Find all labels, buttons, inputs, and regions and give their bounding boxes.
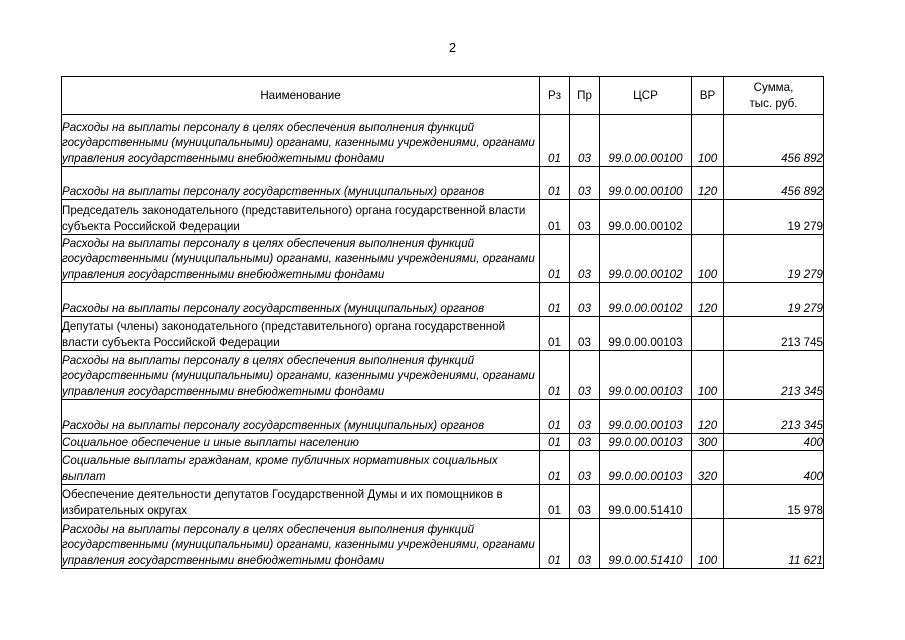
- row-csr: 99.0.00.00103: [600, 351, 692, 400]
- row-vr: 120: [692, 283, 724, 317]
- row-csr: 99.0.00.00102: [600, 235, 692, 283]
- row-sum: 400: [724, 451, 824, 485]
- row-name: Расходы на выплаты персоналу государственных (муниципальных) органов: [62, 283, 540, 317]
- row-pr: 03: [570, 235, 600, 283]
- row-rz: 01: [540, 434, 570, 451]
- row-name: Расходы на выплаты персоналу в целях обеспечения выполнения функций государственными (муниципальными) органами, казенными учреждениями, органами управления государственными внебюджетными фондами: [62, 519, 540, 569]
- row-vr: 100: [692, 115, 724, 167]
- header-csr: ЦСР: [600, 77, 692, 115]
- table-row: [62, 115, 824, 167]
- page-number: 2: [448, 40, 457, 55]
- row-sum: 15 978: [724, 485, 824, 519]
- table-row: [62, 485, 824, 519]
- table-header-row: [62, 77, 824, 115]
- row-csr: 99.0.00.51410: [600, 485, 692, 519]
- row-vr: 100: [692, 235, 724, 283]
- budget-table: [61, 76, 824, 569]
- row-csr: 99.0.00.00103: [600, 400, 692, 434]
- row-name: Председатель законодательного (представительного) органа государственной власти субъекта Российской Федерации: [62, 200, 540, 235]
- row-pr: 03: [570, 200, 600, 235]
- row-name: Расходы на выплаты персоналу государственных (муниципальных) органов: [62, 167, 540, 200]
- row-vr: 100: [692, 351, 724, 400]
- table-row: [62, 351, 824, 400]
- row-pr: 03: [570, 115, 600, 167]
- row-name: Социальное обеспечение и иные выплаты населению: [62, 434, 540, 451]
- row-name: Депутаты (члены) законодательного (представительного) органа государственной власти субъекта Российской Федерации: [62, 317, 540, 351]
- header-pr: Пр: [570, 77, 600, 115]
- row-csr: 99.0.00.00103: [600, 451, 692, 485]
- header-rz: Рз: [540, 77, 570, 115]
- row-name: Обеспечение деятельности депутатов Государственной Думы и их помощников в избирательных округах: [62, 485, 540, 519]
- row-vr: 120: [692, 400, 724, 434]
- table-row: [62, 200, 824, 235]
- row-rz: 01: [540, 400, 570, 434]
- row-sum: 19 279: [724, 200, 824, 235]
- row-vr: 320: [692, 451, 724, 485]
- row-vr: 300: [692, 434, 724, 451]
- row-vr: [692, 317, 724, 351]
- row-rz: 01: [540, 351, 570, 400]
- table-row: [62, 451, 824, 485]
- row-csr: 99.0.00.51410: [600, 519, 692, 569]
- row-name: Расходы на выплаты персоналу в целях обеспечения выполнения функций государственными (муниципальными) органами, казенными учреждениями, органами управления государственными внебюджетными фондами: [62, 235, 540, 283]
- row-sum: 213 745: [724, 317, 824, 351]
- row-sum: 400: [724, 434, 824, 451]
- row-pr: 03: [570, 519, 600, 569]
- row-pr: 03: [570, 283, 600, 317]
- table-row: [62, 235, 824, 283]
- row-pr: 03: [570, 317, 600, 351]
- row-sum: 19 279: [724, 283, 824, 317]
- row-csr: 99.0.00.00102: [600, 283, 692, 317]
- row-rz: 01: [540, 485, 570, 519]
- row-rz: 01: [540, 200, 570, 235]
- row-csr: 99.0.00.00103: [600, 434, 692, 451]
- row-name: Расходы на выплаты персоналу в целях обеспечения выполнения функций государственными (муниципальными) органами, казенными учреждениями, органами управления государственными внебюджетными фондами: [62, 115, 540, 167]
- row-vr: [692, 485, 724, 519]
- row-sum: 19 279: [724, 235, 824, 283]
- row-sum: 213 345: [724, 351, 824, 400]
- header-sum-line2: тыс. руб.: [749, 96, 798, 110]
- row-sum: 456 892: [724, 115, 824, 167]
- table-row: [62, 434, 824, 451]
- row-vr: [692, 200, 724, 235]
- header-sum: [724, 77, 824, 115]
- row-pr: 03: [570, 351, 600, 400]
- row-sum: 213 345: [724, 400, 824, 434]
- row-csr: 99.0.00.00102: [600, 200, 692, 235]
- row-vr: 120: [692, 167, 724, 200]
- row-rz: 01: [540, 317, 570, 351]
- row-pr: 03: [570, 400, 600, 434]
- row-rz: 01: [540, 115, 570, 167]
- row-name: Расходы на выплаты персоналу в целях обеспечения выполнения функций государственными (муниципальными) органами, казенными учреждениями, органами управления государственными внебюджетными фондами: [62, 351, 540, 400]
- header-sum-line1: Сумма,: [753, 81, 794, 94]
- row-pr: 03: [570, 485, 600, 519]
- row-pr: 03: [570, 167, 600, 200]
- row-rz: 01: [540, 519, 570, 569]
- row-pr: 03: [570, 451, 600, 485]
- table-row: [62, 317, 824, 351]
- row-rz: 01: [540, 167, 570, 200]
- row-csr: 99.0.00.00103: [600, 317, 692, 351]
- row-rz: 01: [540, 451, 570, 485]
- header-name: Наименование: [62, 77, 540, 115]
- row-sum: 11 621: [724, 519, 824, 569]
- row-sum: 456 892: [724, 167, 824, 200]
- row-pr: 03: [570, 434, 600, 451]
- row-name: Расходы на выплаты персоналу государственных (муниципальных) органов: [62, 400, 540, 434]
- header-vr: ВР: [692, 77, 724, 115]
- table-row: [62, 283, 824, 317]
- table-row: [62, 167, 824, 200]
- row-vr: 100: [692, 519, 724, 569]
- table-row: [62, 519, 824, 569]
- row-name: Социальные выплаты гражданам, кроме публичных нормативных социальных выплат: [62, 451, 540, 485]
- row-csr: 99.0.00.00100: [600, 167, 692, 200]
- table-row: [62, 400, 824, 434]
- row-csr: 99.0.00.00100: [600, 115, 692, 167]
- row-rz: 01: [540, 235, 570, 283]
- row-rz: 01: [540, 283, 570, 317]
